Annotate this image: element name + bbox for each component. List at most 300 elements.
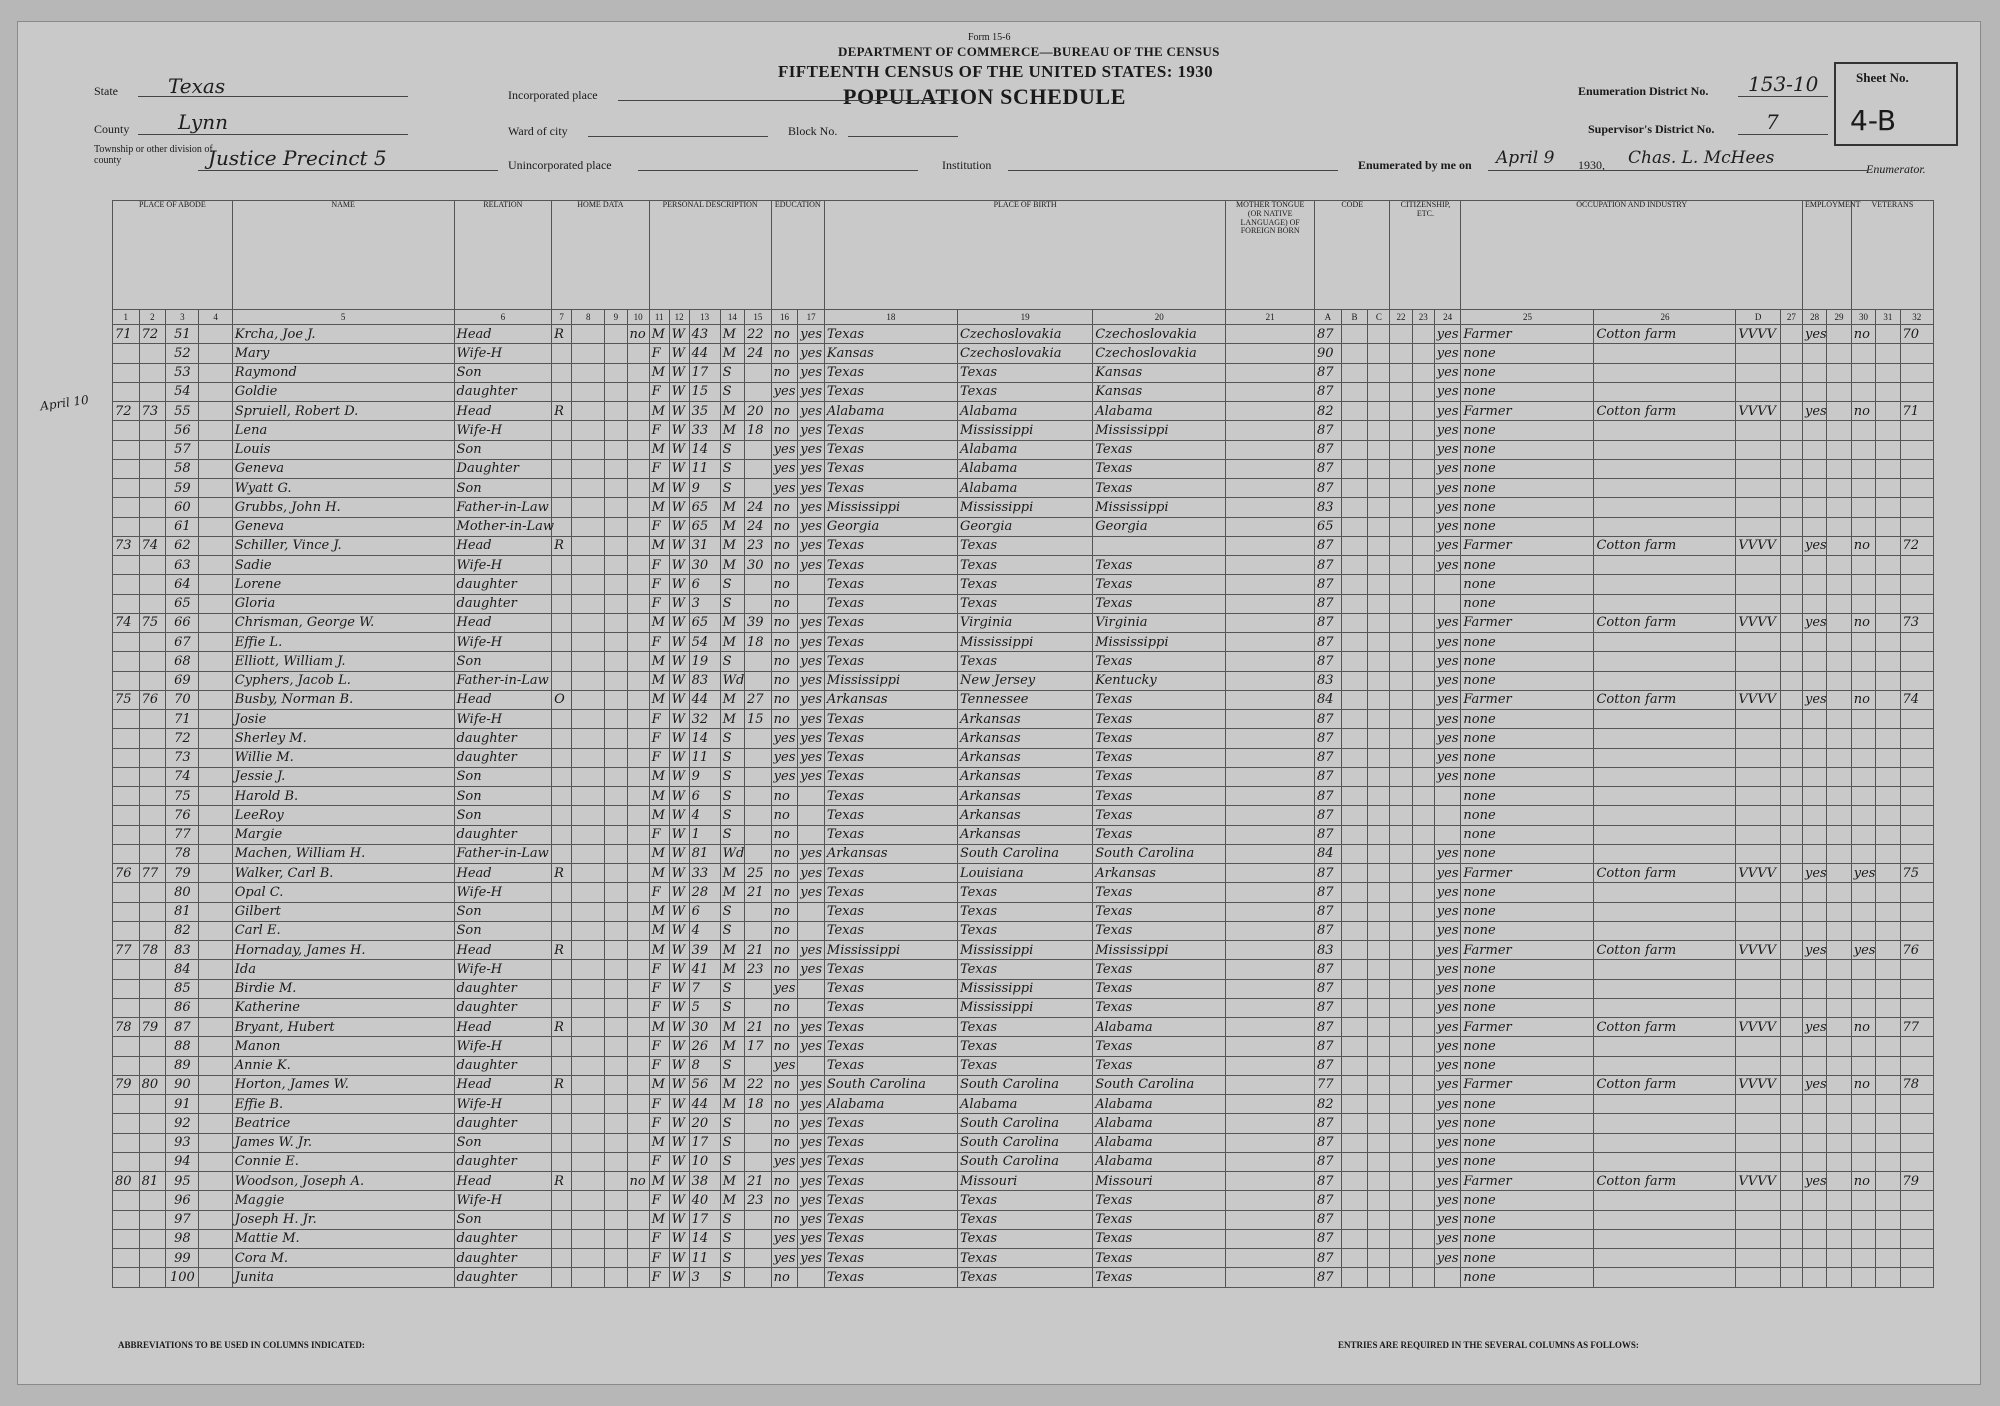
column-number: 28: [1802, 310, 1826, 325]
cell-pob: Texas: [824, 594, 957, 613]
cell-empty: [1341, 440, 1368, 459]
cell-empty: [1390, 748, 1412, 767]
cell-fs: [1900, 517, 1933, 536]
cell-ms: S: [720, 652, 744, 671]
cell-ind: [1594, 767, 1736, 786]
cell-dw: [113, 652, 140, 671]
cell-code: 87: [1315, 575, 1342, 594]
header-citizenship: CITIZENSHIP, ETC.: [1390, 201, 1461, 310]
cell-mob: Alabama: [1093, 1018, 1226, 1037]
cell-fob: Arkansas: [957, 806, 1092, 825]
cell-empty: [1390, 1056, 1412, 1075]
cell-empty: [1780, 479, 1802, 498]
cell-empty: [1780, 613, 1802, 632]
cell-rd: yes: [798, 613, 825, 632]
cell-line-number: 53: [166, 363, 199, 382]
cell-sex: F: [649, 459, 669, 478]
cell-race: W: [669, 960, 689, 979]
cell-cls: [1736, 1114, 1780, 1133]
cell-empty: [1827, 325, 1851, 344]
cell-empty: [1390, 979, 1412, 998]
cell-sex: M: [649, 652, 669, 671]
cell-ind: [1594, 363, 1736, 382]
state-value: Texas: [168, 74, 226, 98]
cell-rel: Son: [454, 1210, 552, 1229]
table-row: [113, 825, 1934, 844]
cell-ind: [1594, 1037, 1736, 1056]
cell-empty: [1390, 1133, 1412, 1152]
cell-empty: [572, 652, 605, 671]
cell-mob: Georgia: [1093, 517, 1226, 536]
cell-empty: [605, 806, 627, 825]
cell-fob: Alabama: [957, 1095, 1092, 1114]
cell-name: Lorene: [232, 575, 454, 594]
cell-ind: [1594, 883, 1736, 902]
cell-empty: [199, 363, 232, 382]
cell-empty: [1780, 710, 1802, 729]
cell-empty: [1341, 1095, 1368, 1114]
cell-radio: [627, 960, 649, 979]
cell-empty: [1780, 556, 1802, 575]
cell-fob: Alabama: [957, 479, 1092, 498]
cell-empty: [572, 1114, 605, 1133]
cell-race: W: [669, 1133, 689, 1152]
cell-empty: [1226, 1210, 1315, 1229]
cell-empty: [1780, 1056, 1802, 1075]
cell-own: [552, 459, 572, 478]
cell-code: 83: [1315, 671, 1342, 690]
cell-mob: Czechoslovakia: [1093, 325, 1226, 344]
cell-empty: [1412, 1191, 1434, 1210]
cell-race: W: [669, 556, 689, 575]
cell-ms: S: [720, 479, 744, 498]
cell-empty: [1876, 979, 1900, 998]
column-number: 32: [1900, 310, 1933, 325]
cell-radio: [627, 998, 649, 1017]
cell-own: R: [552, 325, 572, 344]
cell-emp: [1802, 1095, 1826, 1114]
cell-fob: Texas: [957, 1037, 1092, 1056]
cell-line-number: 63: [166, 556, 199, 575]
cell-rel: daughter: [454, 748, 552, 767]
cell-age: 10: [689, 1152, 720, 1171]
cell-cls: VVVV: [1736, 1172, 1780, 1191]
cell-ind: [1594, 459, 1736, 478]
cell-own: [552, 652, 572, 671]
cell-am: 27: [745, 690, 772, 709]
cell-empty: [1780, 1172, 1802, 1191]
cell-ms: S: [720, 1229, 744, 1248]
cell-empty: [1341, 748, 1368, 767]
cell-sex: M: [649, 806, 669, 825]
cell-empty: [199, 864, 232, 883]
cell-age: 9: [689, 479, 720, 498]
cell-name: Spruiell, Robert D.: [232, 402, 454, 421]
cell-empty: [1390, 671, 1412, 690]
cell-rd: yes: [798, 479, 825, 498]
cell-sch: no: [771, 690, 798, 709]
cell-fs: [1900, 767, 1933, 786]
cell-mob: Texas: [1093, 710, 1226, 729]
cell-age: 14: [689, 1229, 720, 1248]
cell-empty: [1780, 1037, 1802, 1056]
cell-pob: Texas: [824, 767, 957, 786]
cell-empty: [199, 883, 232, 902]
cell-sex: F: [649, 517, 669, 536]
column-number-row: [113, 310, 1934, 325]
cell-pob: Texas: [824, 864, 957, 883]
cell-empty: [605, 1172, 627, 1191]
cell-line-number: 60: [166, 498, 199, 517]
cell-cls: VVVV: [1736, 536, 1780, 555]
cell-empty: [1412, 325, 1434, 344]
cell-age: 4: [689, 806, 720, 825]
cell-empty: [572, 671, 605, 690]
cell-empty: [1827, 1191, 1851, 1210]
ed-line: [1738, 96, 1828, 97]
cell-empty: [1226, 806, 1315, 825]
cell-empty: [605, 594, 627, 613]
cell-rd: yes: [798, 344, 825, 363]
cell-eng: [1434, 825, 1461, 844]
cell-rel: Son: [454, 767, 552, 786]
cell-fob: New Jersey: [957, 671, 1092, 690]
cell-empty: [1412, 344, 1434, 363]
cell-empty: [199, 1268, 232, 1287]
cell-age: 26: [689, 1037, 720, 1056]
cell-mob: Texas: [1093, 440, 1226, 459]
cell-emp: [1802, 979, 1826, 998]
cell-line-number: 89: [166, 1056, 199, 1075]
cell-vet: [1851, 1056, 1875, 1075]
cell-empty: [1412, 844, 1434, 863]
cell-pob: Texas: [824, 575, 957, 594]
cell-empty: [1226, 748, 1315, 767]
cell-empty: [1876, 1037, 1900, 1056]
cell-empty: [605, 787, 627, 806]
cell-race: W: [669, 382, 689, 401]
cell-name: Louis: [232, 440, 454, 459]
cell-vet: [1851, 998, 1875, 1017]
cell-rd: [798, 825, 825, 844]
cell-empty: [605, 1210, 627, 1229]
cell-empty: [1341, 1133, 1368, 1152]
column-number: 21: [1226, 310, 1315, 325]
cell-empty: [1876, 1172, 1900, 1191]
cell-empty: [1780, 921, 1802, 940]
cell-occ: none: [1461, 998, 1594, 1017]
cell-radio: [627, 864, 649, 883]
cell-empty: [1390, 1229, 1412, 1248]
cell-occ: none: [1461, 710, 1594, 729]
cell-sch: no: [771, 1172, 798, 1191]
cell-cls: [1736, 1133, 1780, 1152]
cell-occ: Farmer: [1461, 402, 1594, 421]
cell-line-number: 92: [166, 1114, 199, 1133]
block-label: Block No.: [788, 124, 838, 138]
cell-empty: [1876, 1210, 1900, 1229]
cell-empty: [1412, 652, 1434, 671]
cell-own: [552, 806, 572, 825]
cell-line-number: 55: [166, 402, 199, 421]
cell-eng: yes: [1434, 1191, 1461, 1210]
cell-line-number: 79: [166, 864, 199, 883]
column-number: 19: [957, 310, 1092, 325]
cell-empty: [1341, 363, 1368, 382]
cell-line-number: 85: [166, 979, 199, 998]
cell-occ: none: [1461, 1152, 1594, 1171]
cell-sex: M: [649, 1210, 669, 1229]
cell-mob: Virginia: [1093, 613, 1226, 632]
cell-empty: [199, 1133, 232, 1152]
cell-cls: [1736, 1268, 1780, 1287]
cell-empty: [605, 498, 627, 517]
cell-cls: [1736, 806, 1780, 825]
cell-am: [745, 440, 772, 459]
cell-empty: [1226, 729, 1315, 748]
cell-fam: [139, 652, 166, 671]
cell-am: [745, 382, 772, 401]
cell-empty: [605, 363, 627, 382]
cell-own: [552, 1037, 572, 1056]
cell-rd: [798, 1056, 825, 1075]
cell-name: Opal C.: [232, 883, 454, 902]
cell-empty: [605, 825, 627, 844]
cell-rd: yes: [798, 440, 825, 459]
cell-fam: [139, 440, 166, 459]
cell-vet: [1851, 1114, 1875, 1133]
cell-race: W: [669, 844, 689, 863]
cell-empty: [1780, 787, 1802, 806]
cell-fam: [139, 1152, 166, 1171]
cell-code: 87: [1315, 633, 1342, 652]
cell-empty: [1368, 1018, 1390, 1037]
cell-empty: [605, 1133, 627, 1152]
cell-race: W: [669, 1268, 689, 1287]
cell-sch: no: [771, 883, 798, 902]
cell-sex: M: [649, 921, 669, 940]
enumerated-line: [1488, 170, 1868, 171]
column-number: 18: [824, 310, 957, 325]
cell-dw: 76: [113, 864, 140, 883]
cell-eng: yes: [1434, 710, 1461, 729]
cell-sch: yes: [771, 979, 798, 998]
cell-rd: yes: [798, 556, 825, 575]
header-education: EDUCATION: [771, 201, 824, 310]
table-row: [113, 710, 1934, 729]
cell-occ: Farmer: [1461, 325, 1594, 344]
table-row: [113, 1133, 1934, 1152]
cell-am: 18: [745, 633, 772, 652]
cell-age: 65: [689, 498, 720, 517]
sheet-value: 4-B: [1850, 104, 1897, 137]
cell-code: 77: [1315, 1075, 1342, 1094]
cell-cls: [1736, 459, 1780, 478]
cell-pob: Texas: [824, 536, 957, 555]
cell-sex: F: [649, 1056, 669, 1075]
unincorporated-label: Unincorporated place: [508, 158, 612, 172]
cell-mob: Texas: [1093, 921, 1226, 940]
cell-age: 28: [689, 883, 720, 902]
cell-rel: Head: [454, 941, 552, 960]
cell-name: Sadie: [232, 556, 454, 575]
column-number: 27: [1780, 310, 1802, 325]
cell-empty: [1226, 633, 1315, 652]
cell-own: R: [552, 864, 572, 883]
cell-pob: Texas: [824, 421, 957, 440]
cell-age: 54: [689, 633, 720, 652]
cell-occ: none: [1461, 729, 1594, 748]
cell-pob: Texas: [824, 825, 957, 844]
cell-dw: [113, 363, 140, 382]
sheet-label: Sheet No.: [1856, 70, 1909, 85]
cell-sch: no: [771, 921, 798, 940]
cell-empty: [1412, 613, 1434, 632]
cell-am: [745, 767, 772, 786]
cell-rel: daughter: [454, 1249, 552, 1268]
cell-am: [745, 479, 772, 498]
cell-race: W: [669, 633, 689, 652]
cell-empty: [1226, 325, 1315, 344]
cell-own: [552, 363, 572, 382]
cell-dw: [113, 382, 140, 401]
cell-ms: S: [720, 1133, 744, 1152]
cell-code: 87: [1315, 787, 1342, 806]
cell-ms: S: [720, 440, 744, 459]
cell-rd: yes: [798, 960, 825, 979]
cell-age: 11: [689, 1249, 720, 1268]
cell-cls: VVVV: [1736, 613, 1780, 632]
cell-age: 8: [689, 1056, 720, 1075]
cell-empty: [199, 459, 232, 478]
cell-empty: [1368, 1268, 1390, 1287]
cell-name: Lena: [232, 421, 454, 440]
cell-empty: [1368, 459, 1390, 478]
cell-empty: [605, 1229, 627, 1248]
cell-am: [745, 594, 772, 613]
cell-own: [552, 960, 572, 979]
cell-am: [745, 652, 772, 671]
cell-line-number: 54: [166, 382, 199, 401]
cell-emp: [1802, 382, 1826, 401]
cell-sex: M: [649, 844, 669, 863]
cell-race: W: [669, 1018, 689, 1037]
cell-own: [552, 1133, 572, 1152]
cell-radio: [627, 787, 649, 806]
cell-pob: Texas: [824, 652, 957, 671]
cell-radio: [627, 921, 649, 940]
cell-code: 82: [1315, 1095, 1342, 1114]
cell-radio: [627, 844, 649, 863]
cell-occ: none: [1461, 575, 1594, 594]
cell-ind: [1594, 902, 1736, 921]
cell-race: W: [669, 575, 689, 594]
cell-line-number: 94: [166, 1152, 199, 1171]
cell-empty: [199, 517, 232, 536]
cell-line-number: 66: [166, 613, 199, 632]
cell-empty: [1226, 941, 1315, 960]
column-number: 11: [649, 310, 669, 325]
cell-empty: [1368, 498, 1390, 517]
cell-empty: [605, 517, 627, 536]
cell-dw: [113, 1268, 140, 1287]
cell-race: W: [669, 402, 689, 421]
cell-eng: yes: [1434, 671, 1461, 690]
cell-age: 44: [689, 1095, 720, 1114]
cell-empty: [605, 710, 627, 729]
cell-race: W: [669, 479, 689, 498]
cell-empty: [1226, 921, 1315, 940]
cell-ms: M: [720, 517, 744, 536]
cell-fs: [1900, 498, 1933, 517]
cell-occ: Farmer: [1461, 536, 1594, 555]
cell-vet: [1851, 806, 1875, 825]
cell-dw: [113, 1152, 140, 1171]
header-veterans: VETERANS: [1851, 201, 1933, 310]
cell-rel: Wife-H: [454, 633, 552, 652]
cell-sex: F: [649, 1037, 669, 1056]
cell-mob: Texas: [1093, 594, 1226, 613]
cell-eng: yes: [1434, 363, 1461, 382]
column-number: 26: [1594, 310, 1736, 325]
cell-am: [745, 729, 772, 748]
table-row: [113, 690, 1934, 709]
cell-empty: [1368, 594, 1390, 613]
cell-dw: [113, 1037, 140, 1056]
cell-fam: [139, 633, 166, 652]
cell-sex: F: [649, 710, 669, 729]
cell-empty: [605, 748, 627, 767]
cell-sch: no: [771, 844, 798, 863]
cell-empty: [1341, 479, 1368, 498]
cell-line-number: 65: [166, 594, 199, 613]
cell-empty: [1226, 575, 1315, 594]
cell-code: 87: [1315, 325, 1342, 344]
cell-line-number: 80: [166, 883, 199, 902]
cell-fs: [1900, 844, 1933, 863]
cell-vet: no: [1851, 1172, 1875, 1191]
cell-age: 5: [689, 998, 720, 1017]
cell-emp: [1802, 633, 1826, 652]
cell-am: [745, 998, 772, 1017]
cell-occ: none: [1461, 459, 1594, 478]
cell-name: Mary: [232, 344, 454, 363]
cell-empty: [1827, 1249, 1851, 1268]
cell-ms: S: [720, 382, 744, 401]
cell-ind: [1594, 844, 1736, 863]
cell-empty: [1827, 844, 1851, 863]
cell-empty: [199, 1172, 232, 1191]
cell-empty: [1341, 921, 1368, 940]
cell-empty: [572, 1268, 605, 1287]
cell-empty: [1412, 921, 1434, 940]
cell-empty: [1876, 1229, 1900, 1248]
cell-fs: [1900, 633, 1933, 652]
cell-empty: [199, 902, 232, 921]
cell-empty: [199, 479, 232, 498]
county-label: County: [94, 122, 130, 136]
cell-code: 87: [1315, 1229, 1342, 1248]
cell-emp: yes: [1802, 941, 1826, 960]
cell-code: 87: [1315, 998, 1342, 1017]
cell-occ: Farmer: [1461, 1172, 1594, 1191]
cell-empty: [1341, 344, 1368, 363]
cell-empty: [1341, 536, 1368, 555]
cell-radio: [627, 479, 649, 498]
cell-sch: no: [771, 517, 798, 536]
cell-code: 83: [1315, 941, 1342, 960]
cell-vet: [1851, 594, 1875, 613]
